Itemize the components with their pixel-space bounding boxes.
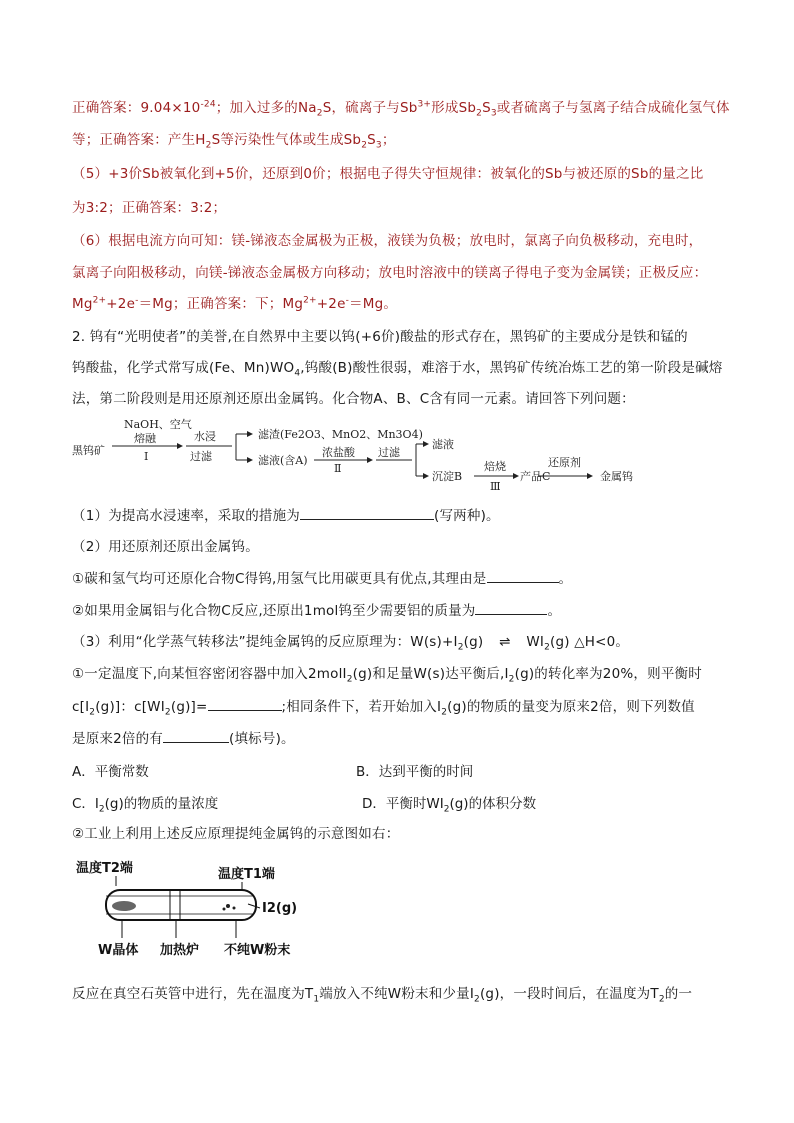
answer-line-4: 为3:2；正确答案：3:2；: [72, 200, 227, 216]
flow-filtrate: 滤液(含A): [258, 454, 308, 467]
answer-line-7: $Mg^{2+}+2e^-=Mg$；正确答案：下；$Mg^{2+}+2e^-=Mg$。: [72, 295, 398, 312]
flow-step6: 还原剂: [548, 456, 581, 469]
answer-line-1: 正确答案：$9.04\times 10^{-24}$；加入过多的$Na_2S$，硫离子与$Sb^{3+}$形成$Sb_2S_3$或者硫离子与氢离子结合成硫化氢气体: [72, 99, 730, 119]
subq-3-1b: $c[I_2(g)]$：$c[WI_2(g)]=$ ;相同条件下，若开始加入$I_2(g)$的物质的量变为原来2倍，则下列数值: [72, 696, 732, 717]
label-t2-end: 温度T2端: [76, 861, 133, 876]
flow-step4: 过滤: [378, 446, 400, 459]
subq-3-1: ①一定温度下,向某恒容密闭容器中加入2molI$_2$(g)和足量W(s)达平衡后$,I_2(g)$的转化率为20%，则平衡时: [72, 666, 702, 685]
flow-step5-bot: Ⅲ: [490, 480, 501, 493]
answer-line-3: （5）+3价Sb被氧化到+5价，还原到0价；根据电子得失守恒规律：被氧化的Sb与被还原的Sb的量之比: [72, 166, 704, 182]
flow-step2-bot: 过滤: [190, 450, 212, 463]
subq-2: （2）用还原剂还原出金属钨。: [72, 539, 259, 555]
answer-blank-4[interactable]: [208, 696, 282, 711]
flow-step2-top: 水浸: [194, 430, 216, 443]
question-2-intro-3: 法，第二阶段则是用还原剂还原出金属钨。化合物A、B、C含有同一元素。请回答下列问题：: [72, 391, 635, 407]
answer-blank-2[interactable]: [487, 568, 559, 583]
answer-blank-3[interactable]: [475, 600, 547, 615]
equilibrium-arrow-icon: ⇌: [499, 634, 511, 650]
label-furnace: 加热炉: [160, 943, 200, 958]
subq-3-2: ②工业上利用上述反应原理提纯金属钨的示意图如右：: [72, 826, 400, 842]
flow-step1-bot: Ⅰ: [144, 450, 149, 463]
answer-blank-5[interactable]: [163, 728, 229, 743]
answer-line-2: 等；正确答案：产生$H_2S$等污染性气体或生成$Sb_2S_3$；: [72, 132, 396, 151]
subq-2b: ②如果用金属铝与化合物C反应,还原出1mol钨至少需要铝的质量为 。: [72, 600, 732, 621]
option-a[interactable]: A．平衡常数: [72, 764, 149, 780]
flow-step3-bot: Ⅱ: [334, 462, 342, 475]
question-2-intro-1: 2. 钨有“光明使者”的美誉,在自然界中主要以钨(+6价)酸盐的形式存在，黑钨矿的主要成分是铁和锰的: [72, 329, 688, 345]
answer-line-5: （6）根据电流方向可知：镁-锑液态金属极为正极，液镁为负极；放电时，氯离子向负极移动，充电时，: [72, 233, 703, 249]
flow-residue: 滤渣(Fe2O3、MnO2、Mn3O4): [258, 428, 423, 441]
flow-product: 产品C: [520, 470, 551, 483]
flow-filtrate2: 滤液: [432, 438, 454, 451]
process-flowchart: [72, 414, 652, 494]
answer-line-6: 氯离子向阳极移动，向镁-锑液态金属极方向移动；放电时溶液中的镁离子得电子变为金属镁；正极反应：: [72, 265, 708, 281]
flow-start: 黑钨矿: [72, 444, 105, 457]
subq-3-2-text: 反应在真空石英管中进行，先在温度为$T_1$端放入不纯W粉末和少量$I_2(g)$，一段时间后，在温度为$T_2$的一: [72, 986, 693, 1005]
label-i2-gas: I2(g): [262, 901, 298, 916]
flow-precip: 沉淀B: [432, 470, 463, 483]
label-w-crystal: W晶体: [98, 943, 139, 958]
subq-1: （1）为提高水浸速率，采取的措施为 (写两种)。: [72, 505, 732, 526]
flow-step1-top: NaOH、空气: [124, 418, 192, 431]
option-d[interactable]: D．平衡时$WI_2(g)$的体积分数: [362, 796, 537, 815]
option-c[interactable]: C．$I_2(g)$的物质的量浓度: [72, 796, 219, 815]
subq-2a: ①碳和氢气均可还原化合物C得钨,用氢气比用碳更具有优点,其理由是 。: [72, 568, 732, 589]
label-t1-end: 温度T1端: [218, 867, 275, 882]
label-impure-w: 不纯W粉末: [224, 943, 291, 958]
subq-3-1c: 是原来2倍的有 (填标号)。: [72, 728, 732, 749]
flow-step1-mid: 熔融: [134, 432, 156, 445]
question-2-intro-2: 钨酸盐，化学式常写成(Fe、$Mn)WO_4$,钨酸(B)酸性很弱，难溶于水，黑钨矿传统冶炼工艺的第一阶段是碱熔: [72, 360, 723, 379]
quartz-tube-diagram: [76, 856, 336, 966]
subq-3: （3）利用“化学蒸气转移法”提纯金属钨的反应原理为：$W(s)+I_2(g)$ ⇌ $WI_2(g)$ △H<0。: [72, 634, 630, 653]
flow-step5-top: 焙烧: [484, 460, 506, 473]
option-b[interactable]: B．达到平衡的时间: [356, 764, 474, 780]
flow-step3-top: 浓盐酸: [322, 446, 355, 459]
answer-blank-1[interactable]: [300, 505, 434, 520]
flow-final: 金属钨: [600, 470, 633, 483]
